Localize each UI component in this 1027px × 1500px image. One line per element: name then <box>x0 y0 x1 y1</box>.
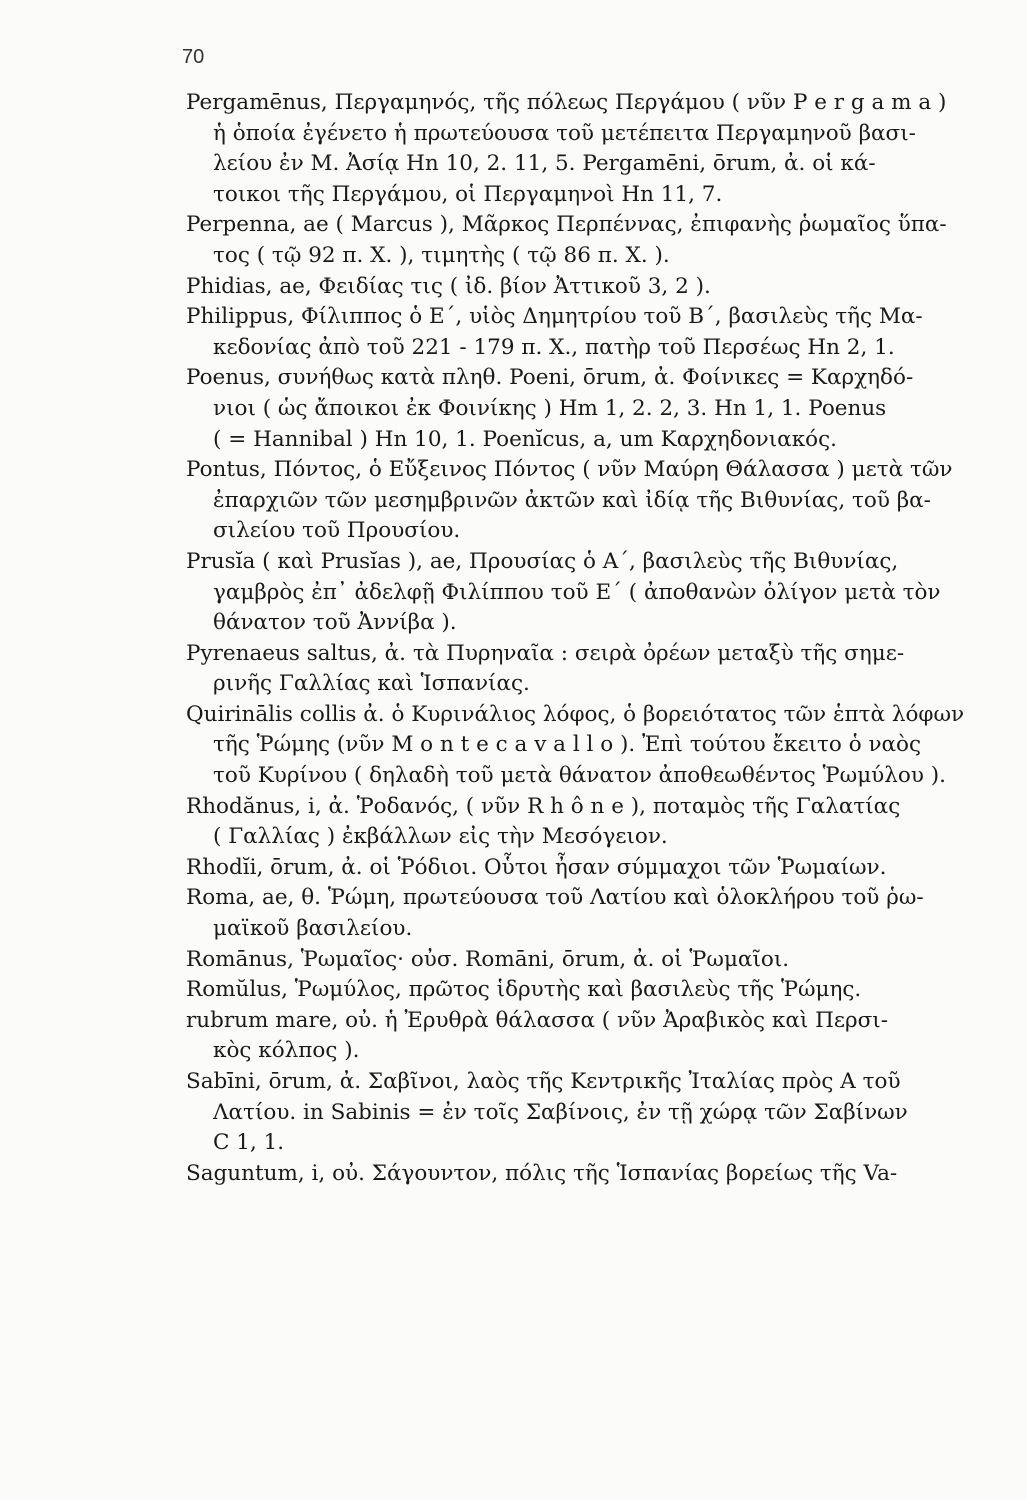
entry-headline: Saguntum, i, οὐ. Σάγουντον, πόλις τῆς Ἱσπανίας βορείως τῆς Va- <box>186 1160 898 1186</box>
glossary-entry <box>186 700 1016 792</box>
entry-continuation-line: κὸς κόλπος ). <box>213 1038 360 1064</box>
glossary-entry <box>186 88 1016 210</box>
entry-headline: Perpenna, ae ( Marcus ), Μᾶρκος Περπέννας, ἐπιφανὴς ῥωμαῖος ὕπα- <box>186 212 947 238</box>
entry-continuation-line: σιλείου τοῦ Προυσίου. <box>213 518 461 544</box>
entry-headline: Rhodănus, i, ἀ. Ῥοδανός, ( νῦν R h ô n e ), ποταμὸς τῆς Γαλατίας <box>186 793 901 819</box>
entry-continuation-line: τος ( τῷ 92 π. Χ. ), τιμητὴς ( τῷ 86 π. Χ. ). <box>213 242 670 268</box>
entry-continuation-line: C 1, 1. <box>213 1130 285 1156</box>
glossary-entry <box>186 363 1016 455</box>
glossary-entry <box>186 547 1016 639</box>
glossary-entry <box>186 853 1016 884</box>
entry-continuation-line: κεδονίας ἀπὸ τοῦ 221 - 179 π. Χ., πατὴρ τοῦ Περσέως Hn 2, 1. <box>213 334 895 360</box>
entry-continuation-line: θάνατον τοῦ Ἀννίβα ). <box>213 610 457 636</box>
entry-headline: Rhodĭi, ōrum, ἀ. οἱ Ῥόδιοι. Οὗτοι ἦσαν σύμμαχοι τῶν Ῥωμαίων. <box>186 854 887 880</box>
entry-continuation-line: τοικοι τῆς Περγάμου, οἱ Περγαμηνοὶ Hn 11, 7. <box>213 181 723 207</box>
entry-continuation-line: ἐπαρχιῶν τῶν μεσημβρινῶν ἀκτῶν καὶ ἰδίᾳ τῆς Βιθυνίας, τοῦ βα- <box>213 487 931 513</box>
glossary-entry <box>186 455 1016 547</box>
glossary-entry <box>186 1006 1016 1067</box>
glossary-entry <box>186 883 1016 944</box>
glossary-entry <box>186 1159 1016 1190</box>
entry-headline: Phidias, ae, Φειδίας τις ( ἰδ. βίον Ἀττικοῦ 3, 2 ). <box>186 273 711 299</box>
glossary-entry <box>186 210 1016 271</box>
entry-continuation-line: μαϊκοῦ βασιλείου. <box>213 916 413 942</box>
glossary-entry <box>186 975 1016 1006</box>
page-number: 70 <box>182 46 205 68</box>
entry-headline: Pontus, Πόντος, ὁ Εὔξεινος Πόντος ( νῦν Μαύρη Θάλασσα ) μετὰ τῶν <box>186 457 953 483</box>
glossary-entry <box>186 792 1016 853</box>
entry-headline: Romānus, Ῥωμαῖος· οὐσ. Romāni, ōrum, ἀ. οἱ Ῥωμαῖοι. <box>186 946 790 972</box>
entry-headline: Quirinālis collis ἀ. ὁ Κυρινάλιος λόφος, ὁ βορειότατος τῶν ἑπτὰ λόφων <box>186 701 965 727</box>
glossary-entry <box>186 639 1016 700</box>
entry-headline: rubrum mare, οὐ. ἡ Ἐρυθρὰ θάλασσα ( νῦν Ἀραβικὸς καὶ Περσι- <box>186 1007 888 1033</box>
entry-headline: Philippus, Φίλιππος ὁ Ε΄, υἱὸς Δημητρίου τοῦ Β΄, βασιλεὺς τῆς Μα- <box>186 304 923 330</box>
entry-continuation-line: τοῦ Κυρίνου ( δηλαδὴ τοῦ μετὰ θάνατον ἀποθεωθέντος Ῥωμύλου ). <box>213 763 946 789</box>
entry-continuation-line: ρινῆς Γαλλίας καὶ Ἱσπανίας. <box>213 671 530 697</box>
entry-continuation-line: Λατίου. in Sabinis = ἐν τοῖς Σαβίνοις, ἐν τῇ χώρᾳ τῶν Σαβίνων <box>213 1099 908 1125</box>
entry-continuation-line: γαμβρὸς ἐπ᾽ ἀδελφῇ Φιλίππου τοῦ Ε΄ ( ἀποθανὼν ὀλίγον μετὰ τὸν <box>213 579 941 605</box>
entry-continuation-line: ( Γαλλίας ) ἐκβάλλων εἰς τὴν Μεσόγειον. <box>213 824 668 850</box>
entry-headline: Prusĭa ( καὶ Prusĭas ), ae, Προυσίας ὁ Α΄, βασιλεὺς τῆς Βιθυνίας, <box>186 548 899 574</box>
entry-continuation-line: λείου ἐν Μ. Ἀσίᾳ Hn 10, 2. 11, 5. Pergamēni, ōrum, ἀ. οἱ κά- <box>213 151 876 177</box>
glossary-entries <box>186 88 1016 1189</box>
glossary-entry <box>186 272 1016 303</box>
glossary-entry <box>186 945 1016 976</box>
entry-headline: Pyrenaeus saltus, ἀ. τὰ Πυρηναῖα : σειρὰ ὀρέων μεταξὺ τῆς σημε- <box>186 640 905 666</box>
entry-continuation-line: ἡ ὁποία ἐγένετο ἡ πρωτεύουσα τοῦ μετέπειτα Περγαμηνοῦ βασι- <box>213 120 916 146</box>
entry-headline: Romŭlus, Ῥωμύλος, πρῶτος ἱδρυτὴς καὶ βασιλεὺς τῆς Ῥώμης. <box>186 977 862 1003</box>
glossary-entry <box>186 1067 1016 1159</box>
entry-continuation-line: τῆς Ῥώμης (νῦν M o n t e c a v a l l o ). Ἐπὶ τούτου ἔκειτο ὁ ναὸς <box>213 732 922 758</box>
entry-headline: Poenus, συνήθως κατὰ πληθ. Poeni, ōrum, ἀ. Φοίνικες = Καρχηδό- <box>186 365 914 391</box>
entry-headline: Roma, ae, θ. Ῥώμη, πρωτεύουσα τοῦ Λατίου καὶ ὁλοκλήρου τοῦ ῥω- <box>186 885 924 911</box>
glossary-entry <box>186 302 1016 363</box>
entry-continuation-line: νιοι ( ὡς ἄποικοι ἐκ Φοινίκης ) Hm 1, 2. 2, 3. Hn 1, 1. Poenus <box>213 395 887 421</box>
entry-headline: Pergamēnus, Περγαμηνός, τῆς πόλεως Περγάμου ( νῦν P e r g a m a ) <box>186 90 947 115</box>
entry-continuation-line: ( = Hannibal ) Hn 10, 1. Poenĭcus, a, um Καρχηδονιακός. <box>213 426 837 452</box>
entry-headline: Sabīni, ōrum, ἀ. Σαβῖνοι, λαὸς τῆς Κεντρικῆς Ἰταλίας πρὸς Α τοῦ <box>186 1069 901 1094</box>
